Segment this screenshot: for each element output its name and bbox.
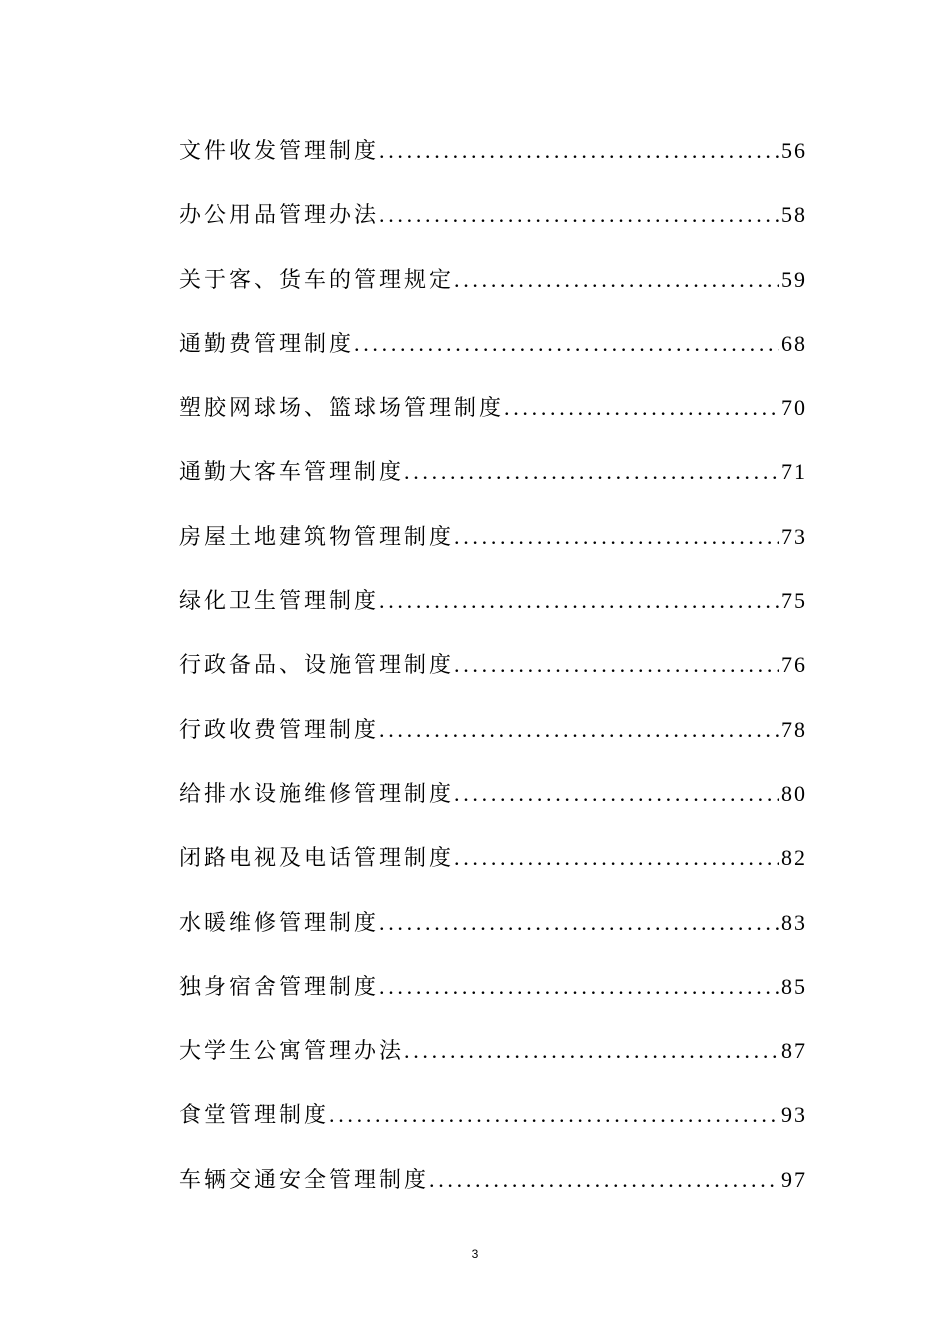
toc-entry[interactable]	[179, 1028, 807, 1092]
toc-dot-leader	[379, 128, 779, 174]
toc-entry-page: 70	[781, 395, 807, 421]
toc-entry-title: 大学生公寓管理办法	[179, 1039, 405, 1065]
toc-entry[interactable]	[179, 578, 807, 642]
toc-entry-page: 83	[781, 909, 807, 935]
toc-entry-title: 关于客、货车的管理规定	[179, 267, 455, 293]
toc-entry[interactable]	[179, 514, 807, 578]
toc-entry[interactable]	[179, 771, 807, 835]
toc-entry[interactable]	[179, 321, 807, 385]
toc-entry-title: 通勤费管理制度	[179, 331, 355, 357]
toc-entry[interactable]	[179, 835, 807, 899]
toc-entry-title: 水暖维修管理制度	[179, 910, 380, 936]
toc-entry[interactable]	[179, 1092, 807, 1156]
toc-dot-leader	[454, 257, 779, 303]
toc-dot-leader	[454, 642, 779, 688]
toc-entry-page: 82	[781, 845, 807, 871]
toc-entry-page: 59	[781, 266, 807, 292]
toc-entry-title: 闭路电视及电话管理制度	[179, 846, 455, 872]
toc-dot-leader	[379, 900, 779, 946]
toc-entry[interactable]	[179, 192, 807, 256]
toc-entry[interactable]	[179, 707, 807, 771]
toc-entry-page: 76	[781, 652, 807, 678]
toc-entry-page: 75	[781, 588, 807, 614]
toc-entry-title: 行政备品、设施管理制度	[179, 653, 455, 679]
toc-entry[interactable]	[179, 128, 807, 192]
toc-entry[interactable]	[179, 642, 807, 706]
toc-entry[interactable]	[179, 257, 807, 321]
toc-dot-leader	[354, 321, 779, 367]
toc-dot-leader	[379, 707, 779, 753]
toc-dot-leader	[454, 771, 779, 817]
toc-dot-leader	[379, 964, 779, 1010]
page-number: 3	[471, 1247, 479, 1261]
toc-dot-leader	[404, 449, 779, 495]
toc-entry-title: 塑胶网球场、篮球场管理制度	[179, 396, 505, 422]
toc-dot-leader	[429, 1157, 779, 1203]
toc-entry-page: 68	[781, 330, 807, 356]
toc-entry-title: 独身宿舍管理制度	[179, 974, 380, 1000]
toc-entry-title: 办公用品管理办法	[179, 203, 380, 229]
toc-entry-title: 给排水设施维修管理制度	[179, 781, 455, 807]
table-of-contents	[179, 128, 807, 1221]
toc-entry-page: 58	[781, 202, 807, 228]
toc-entry-title: 绿化卫生管理制度	[179, 589, 380, 615]
toc-dot-leader	[504, 385, 779, 431]
toc-entry-page: 87	[781, 1038, 807, 1064]
toc-dot-leader	[454, 514, 779, 560]
toc-entry-title: 文件收发管理制度	[179, 139, 380, 164]
toc-dot-leader	[379, 192, 779, 238]
toc-entry-title: 车辆交通安全管理制度	[179, 1167, 430, 1193]
toc-dot-leader	[329, 1092, 779, 1138]
toc-dot-leader	[404, 1028, 779, 1074]
toc-dot-leader	[454, 835, 779, 881]
toc-dot-leader	[379, 578, 779, 624]
toc-entry[interactable]	[179, 964, 807, 1028]
toc-entry-title: 房屋土地建筑物管理制度	[179, 524, 455, 550]
toc-entry-page: 80	[781, 780, 807, 806]
toc-entry-page: 85	[781, 973, 807, 999]
toc-entry-title: 食堂管理制度	[179, 1103, 330, 1129]
toc-entry[interactable]	[179, 900, 807, 964]
toc-entry-title: 通勤大客车管理制度	[179, 460, 405, 486]
toc-entry-page: 73	[781, 523, 807, 549]
toc-entry-page: 56	[781, 138, 807, 163]
toc-entry[interactable]	[179, 449, 807, 513]
toc-entry[interactable]	[179, 385, 807, 449]
toc-entry-page: 97	[781, 1166, 807, 1192]
toc-entry[interactable]	[179, 1157, 807, 1221]
toc-entry-page: 93	[781, 1102, 807, 1128]
toc-entry-page: 78	[781, 716, 807, 742]
toc-entry-page: 71	[781, 459, 807, 485]
toc-entry-title: 行政收费管理制度	[179, 717, 380, 743]
